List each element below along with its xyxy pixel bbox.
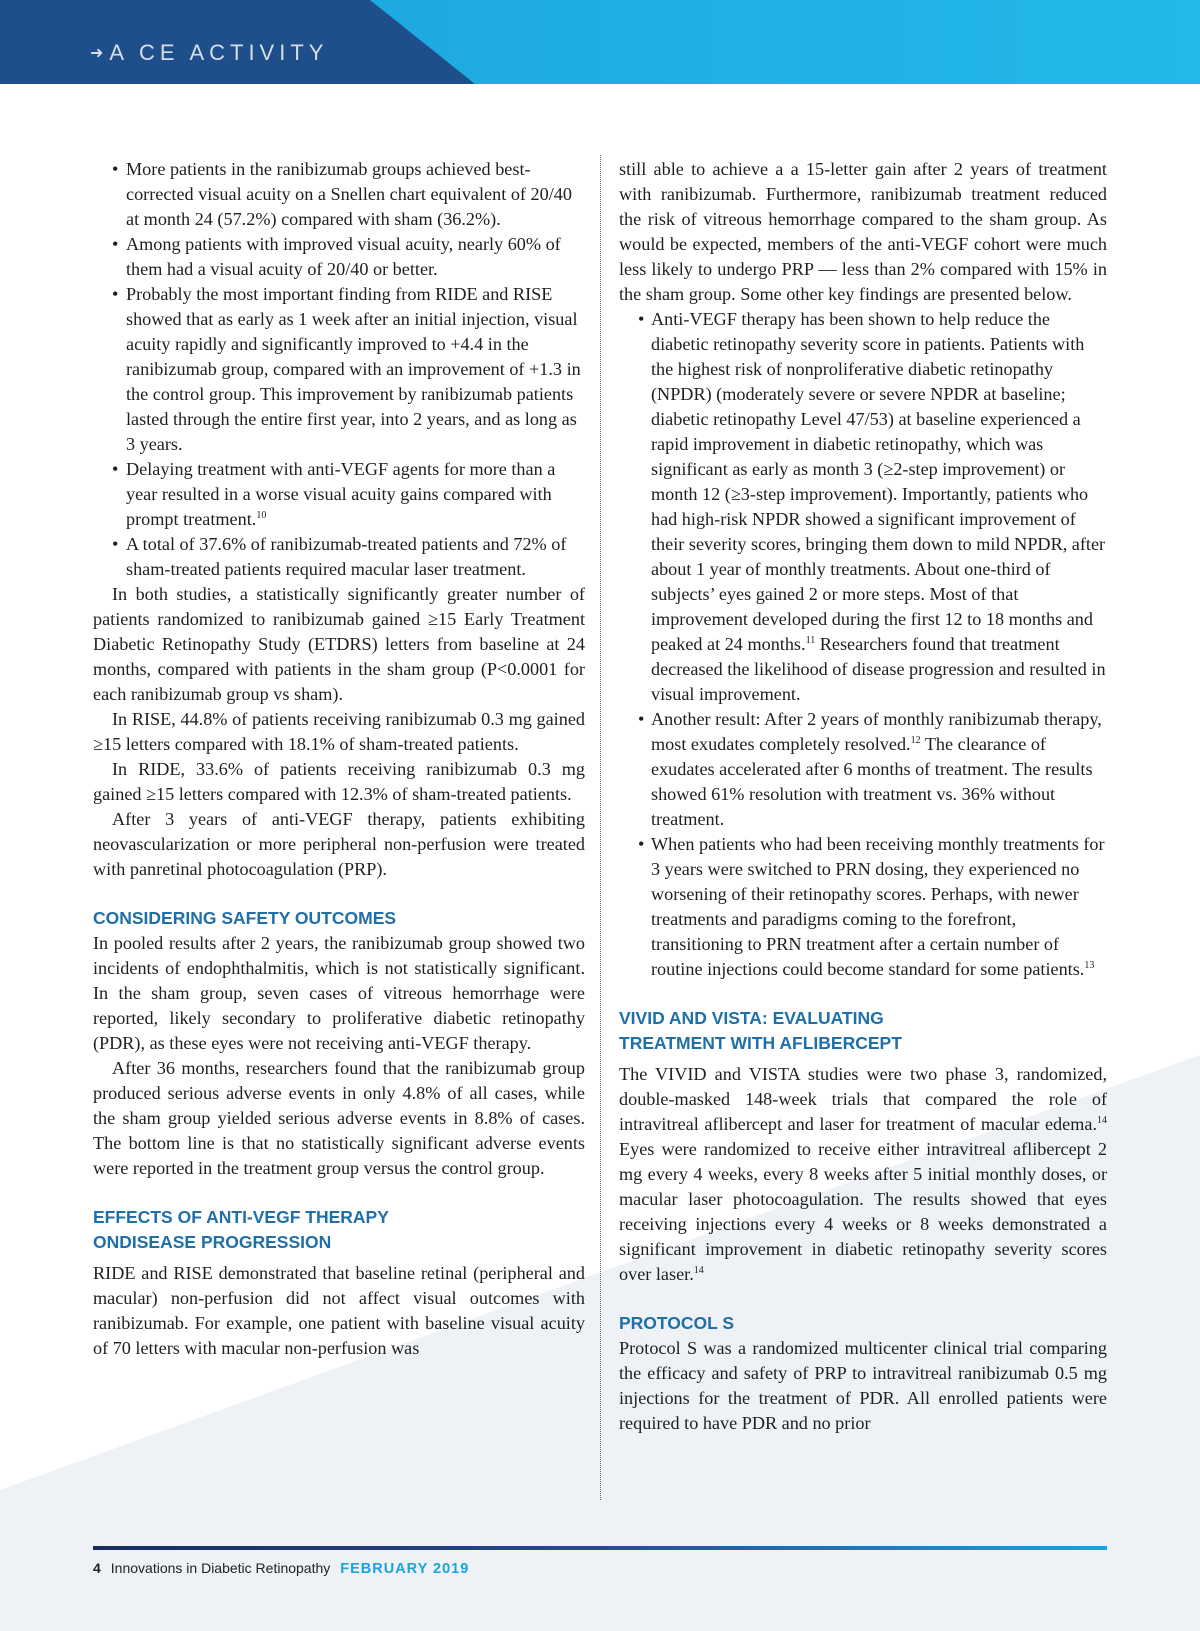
list-item: • A total of 37.6% of ranibizumab-treated patients and 72% of sham-treated patients required macular laser treatment. bbox=[93, 532, 585, 582]
paragraph: RIDE and RISE demonstrated that baseline retinal (peripheral and macular) non-perfusion did not affect visual outcomes with ranibizumab. For example, one patient with baseline visual acuity of 70 letters with macular non-perfusion was bbox=[93, 1263, 585, 1358]
list-item: • Delaying treatment with anti-VEGF agents for more than a year resulted in a worse visual acuity gains compared with prompt treatment.$^{10}$ bbox=[93, 457, 585, 532]
section-label bbox=[90, 40, 328, 66]
right-bullet-list bbox=[619, 307, 1107, 982]
section-heading-effects: EFFECTS OF ANTI-VEGF THERAPY ONDISEASE PROGRESSION bbox=[93, 1207, 389, 1252]
issue-date: FEBRUARY 2019 bbox=[340, 1561, 470, 1577]
list-item: • When patients who had been receiving monthly treatments for 3 years were switched to PRN dosing, they experienced no worsening of their retinopathy scores. Perhaps, with newer treatments and paradigms coming to the forefront, transitioning to PRN treatment after a certain number of routine injections could become standard for some patients.$^{13}$ bbox=[619, 832, 1107, 982]
paragraph: still able to achieve a a 15-letter gain after 2 years of treatment with ranibizumab. Furthermore, ranibizumab treatment reduced the risk of vitreous hemorrhage compared to the sham group. As would be expected, members of the anti-VEGF cohort were much less likely to undergo PRP — less than 2% compared with 15% in the sham group. Some other key findings are presented below. bbox=[619, 159, 1107, 304]
paragraph: In both studies, a statistically significantly greater number of patients randomized to ranibizumab gained ≥15 Early Treatment Diabetic Retinopathy Study (ETDRS) letters from baseline at 24 months, compared with patients in the sham group (P<0.0001 for each ranibizumab group vs sham). bbox=[93, 584, 585, 704]
section-heading-safety: CONSIDERING SAFETY OUTCOMES bbox=[93, 908, 397, 928]
arrow-right-icon: ➜ bbox=[90, 45, 104, 62]
page-number: 4 bbox=[93, 1560, 101, 1576]
column-divider bbox=[600, 155, 601, 1500]
section-heading-protocol: PROTOCOL S bbox=[619, 1313, 735, 1333]
citation: 12 bbox=[910, 734, 921, 746]
footer-rule bbox=[93, 1546, 1107, 1550]
paragraph: Protocol S was a randomized multicenter clinical trial comparing the efficacy and safety of PRP to intravitreal ranibizumab 0.5 mg injections for the treatment of PDR. All enrolled patients were required to have PDR and no prior bbox=[619, 1338, 1107, 1433]
list-item: • Probably the most important finding from RIDE and RISE showed that as early as 1 week after an initial injection, visual acuity rapidly and significantly improved to +4.4 in the ranibizumab group, compared with an improvement of +1.3 in the control group. This improvement by ranibizumab patients lasted through the entire first year, into 2 years, and as long as 3 years. bbox=[93, 282, 585, 457]
left-bullet-list bbox=[93, 157, 585, 582]
right-column bbox=[619, 157, 1107, 1436]
citation: 13 bbox=[1084, 959, 1095, 971]
paragraph: In RIDE, 33.6% of patients receiving ranibizumab 0.3 mg gained ≥15 letters compared with 12.3% of sham-treated patients. bbox=[93, 759, 585, 804]
paragraph: After 36 months, researchers found that the ranibizumab group produced serious adverse events in only 4.8% of all cases, while the sham group yielded serious adverse events in 8.8% of cases. The bottom line is that no statistically significant adverse events were reported in the treatment group versus the control group. bbox=[93, 1058, 585, 1178]
paragraph: After 3 years of anti-VEGF therapy, patients exhibiting neovascularization or more peripheral non-perfusion were treated with panretinal photocoagulation (PRP). bbox=[93, 809, 585, 879]
section-heading-vivid: VIVID AND VISTA: EVALUATING TREATMENT WITH AFLIBERCEPT bbox=[619, 1008, 902, 1053]
left-column bbox=[93, 157, 585, 1361]
section-label-text: A CE ACTIVITY bbox=[109, 40, 329, 65]
paragraph: In pooled results after 2 years, the ranibizumab group showed two incidents of endophthalmitis, which is not statistically significant. In the sham group, seven cases of vitreous hemorrhage were reported, likely secondary to proliferative diabetic retinopathy (PDR), as these eyes were not receiving anti-VEGF therapy. bbox=[93, 933, 585, 1053]
citation: 14 bbox=[693, 1264, 704, 1276]
list-item: • Another result: After 2 years of monthly ranibizumab therapy, most exudates completely resolved.$^{12}$ The clearance of exudates accelerated after 6 months of treatment. The results showed 61% resolution with treatment vs. 36% without treatment. bbox=[619, 707, 1107, 832]
publication-name: Innovations in Diabetic Retinopathy bbox=[110, 1560, 331, 1576]
footer bbox=[93, 1560, 469, 1577]
list-item: • Among patients with improved visual acuity, nearly 60% of them had a visual acuity of 20/40 or better. bbox=[93, 232, 585, 282]
paragraph: In RISE, 44.8% of patients receiving ranibizumab 0.3 mg gained ≥15 letters compared with 18.1% of sham-treated patients. bbox=[93, 709, 585, 754]
list-item: • Anti-VEGF therapy has been shown to help reduce the diabetic retinopathy severity score in patients. Patients with the highest risk of nonproliferative diabetic retinopathy (NPDR) (moderately severe or severe NPDR at baseline; diabetic retinopathy Level 47/53) at baseline experienced a rapid improvement in diabetic retinopathy, which was significant as early as month 3 (≥2-step improvement) or month 12 (≥3-step improvement). Importantly, patients who had high-risk NPDR showed a significant improvement of their severity scores, bringing them down to mild NPDR, after about 1 year of monthly treatments. About one-third of subjects’ eyes gained 2 or more steps. Most of that improvement developed during the first 12 to 18 months and peaked at 24 months.$^{11}$ Researchers found that treatment decreased the likelihood of disease progression and resulted in visual improvement. bbox=[619, 307, 1107, 707]
list-item: • More patients in the ranibizumab groups achieved best-corrected visual acuity on a Snellen chart equivalent of 20/40 at month 24 (57.2%) compared with sham (36.2%). bbox=[93, 157, 585, 232]
citation: 11 bbox=[805, 634, 816, 646]
citation: 14 bbox=[1097, 1114, 1107, 1126]
paragraph: The VIVID and VISTA studies were two phase 3, randomized, double-masked 148-week trials that compared the role of intravitreal aflibercept and laser for treatment of macular edema.$^{14}$ Eyes were randomized to receive either intravitreal aflibercept 2 mg every 4 weeks, every 8 weeks after 5 initial monthly doses, or macular laser photocoagulation. The results showed that eyes receiving injections every 4 weeks or 8 weeks demonstrated a significant improvement in diabetic retinopathy severity scores over laser.$^{14}$ bbox=[619, 1064, 1107, 1284]
citation: 10 bbox=[256, 509, 267, 521]
